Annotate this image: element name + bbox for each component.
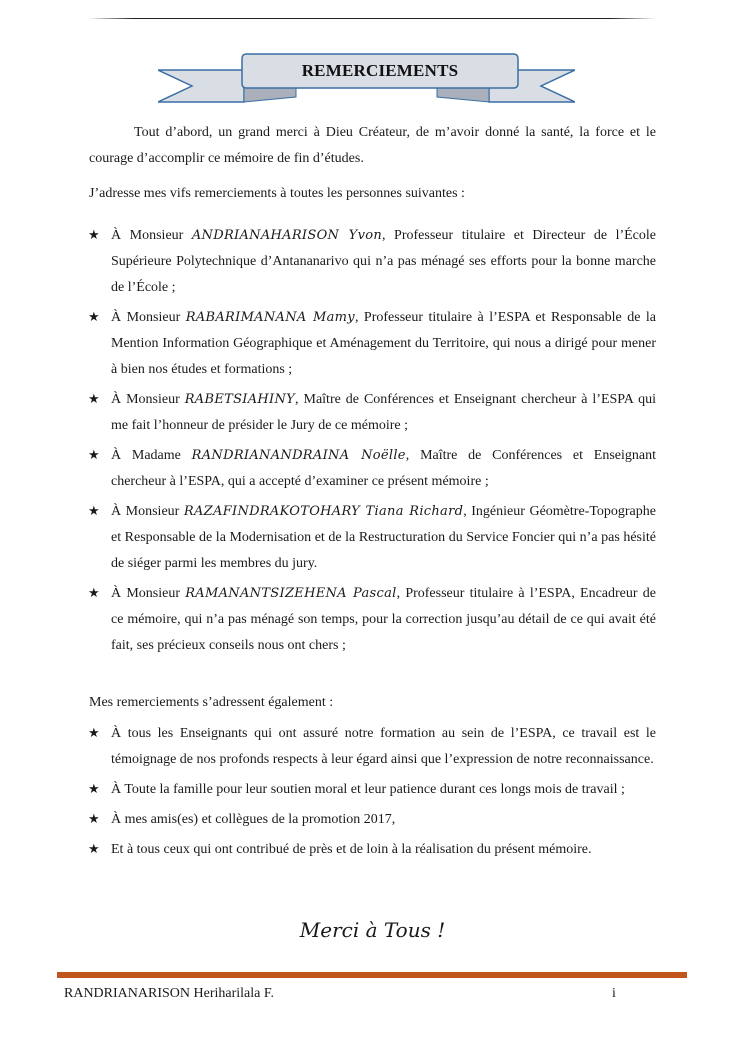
thanks-text: À Toute la famille pour leur soutien moral et leur patience durant ces longs mois de travail ; [111, 782, 625, 797]
person-description: , Professeur titulaire à l’ESPA, Encadreur de ce mémoire, qui n’a pas ménagé son temps, pour la correction jusqu’au détail de ce qui avait été fait, ses précieux conseils nous ont chers ; [111, 586, 656, 653]
star-bullet-icon: ★ [88, 782, 100, 797]
thanks-text: Et à tous ceux qui ont contribué de près et de loin à la réalisation du présent mémoire. [111, 842, 592, 857]
others-list [89, 721, 656, 867]
star-bullet-icon: ★ [88, 392, 100, 407]
page-title: REMERCIEMENTS [301, 61, 459, 80]
star-bullet-icon: ★ [88, 842, 100, 857]
list-item [89, 777, 656, 803]
list-item [89, 499, 656, 577]
list-intro: J’adresse mes vifs remerciements à toutes les personnes suivantes : [89, 186, 465, 201]
person-name: RAZAFINDRAKOTOHARY Tiana Richard [183, 504, 464, 519]
also-intro: Mes remerciements s’adressent également : [89, 695, 334, 710]
persons-list [89, 223, 656, 663]
list-item [89, 305, 656, 383]
person-description: , Ingénieur Géomètre-Topographe et Responsable de la Modernisation et de la Restructuration du Service Foncier qui n’a pas hésité de siéger parmi les membres du jury. [111, 504, 656, 571]
person-prefix: À Monsieur [111, 310, 186, 325]
person-prefix: À Monsieur [111, 228, 192, 243]
person-description: , Maître de Conférences et Enseignant chercheur à l’ESPA, qui a accepté d’examiner ce présent mémoire ; [111, 448, 657, 489]
star-bullet-icon: ★ [88, 726, 100, 741]
footer-bar [57, 972, 687, 978]
star-bullet-icon: ★ [88, 504, 100, 519]
header-rule [88, 18, 656, 19]
footer-author: RANDRIANARISON Heriharilala F. [64, 986, 275, 1001]
list-item [89, 807, 656, 833]
person-prefix: À Monsieur [111, 392, 185, 407]
person-name: RANDRIANANDRAINA Noëlle [191, 448, 406, 463]
ribbon-left-tail [158, 70, 244, 102]
person-description: , Maître de Conférences et Enseignant chercheur à l’ESPA qui me fait l’honneur de présider le Jury de ce mémoire ; [111, 392, 656, 433]
person-prefix: À Monsieur [111, 504, 184, 519]
person-name: RABARIMANANA Mamy [185, 310, 355, 325]
star-bullet-icon: ★ [88, 310, 100, 325]
star-bullet-icon: ★ [88, 228, 100, 243]
person-description: , Professeur titulaire et Directeur de l’École Supérieure Polytechnique d’Antananarivo qui n’a pas ménagé ses efforts pour la bonne marche de l’École ; [111, 228, 656, 295]
thanks-text: À tous les Enseignants qui ont assuré notre formation au sein de l’ESPA, ce travail est le témoignage de nos profonds respects à leur égard ainsi que l’expression de notre reconnaissance. [111, 726, 656, 767]
person-name: RABETSIAHINY [184, 392, 296, 407]
list-item [89, 223, 656, 301]
person-name: RAMANANTSIZEHENA Pascal [185, 586, 397, 601]
star-bullet-icon: ★ [88, 812, 100, 827]
list-item [89, 581, 656, 659]
list-item [89, 443, 656, 495]
page-number: i [612, 986, 616, 1001]
list-item [89, 387, 656, 439]
person-description: , Professeur titulaire à l’ESPA et Responsable de la Mention Information Géographique et Aménagement du Territoire, qui nous a dirigé pour mener à bien nos études et formations ; [111, 310, 657, 377]
star-bullet-icon: ★ [88, 586, 100, 601]
person-prefix: À Madame [111, 448, 192, 463]
closing-line: Merci à Tous ! [299, 918, 446, 942]
list-item [89, 721, 656, 773]
thanks-text: À mes amis(es) et collègues de la promotion 2017, [111, 812, 396, 827]
intro-paragraph: Tout d’abord, un grand merci à Dieu Créateur, de m’avoir donné la santé, la force et le courage d’accomplir ce mémoire de fin d’études. [89, 125, 656, 166]
list-item [89, 837, 656, 863]
person-prefix: À Monsieur [111, 586, 186, 601]
person-name: ANDRIANAHARISON Yvon [191, 228, 383, 243]
star-bullet-icon: ★ [88, 448, 100, 463]
